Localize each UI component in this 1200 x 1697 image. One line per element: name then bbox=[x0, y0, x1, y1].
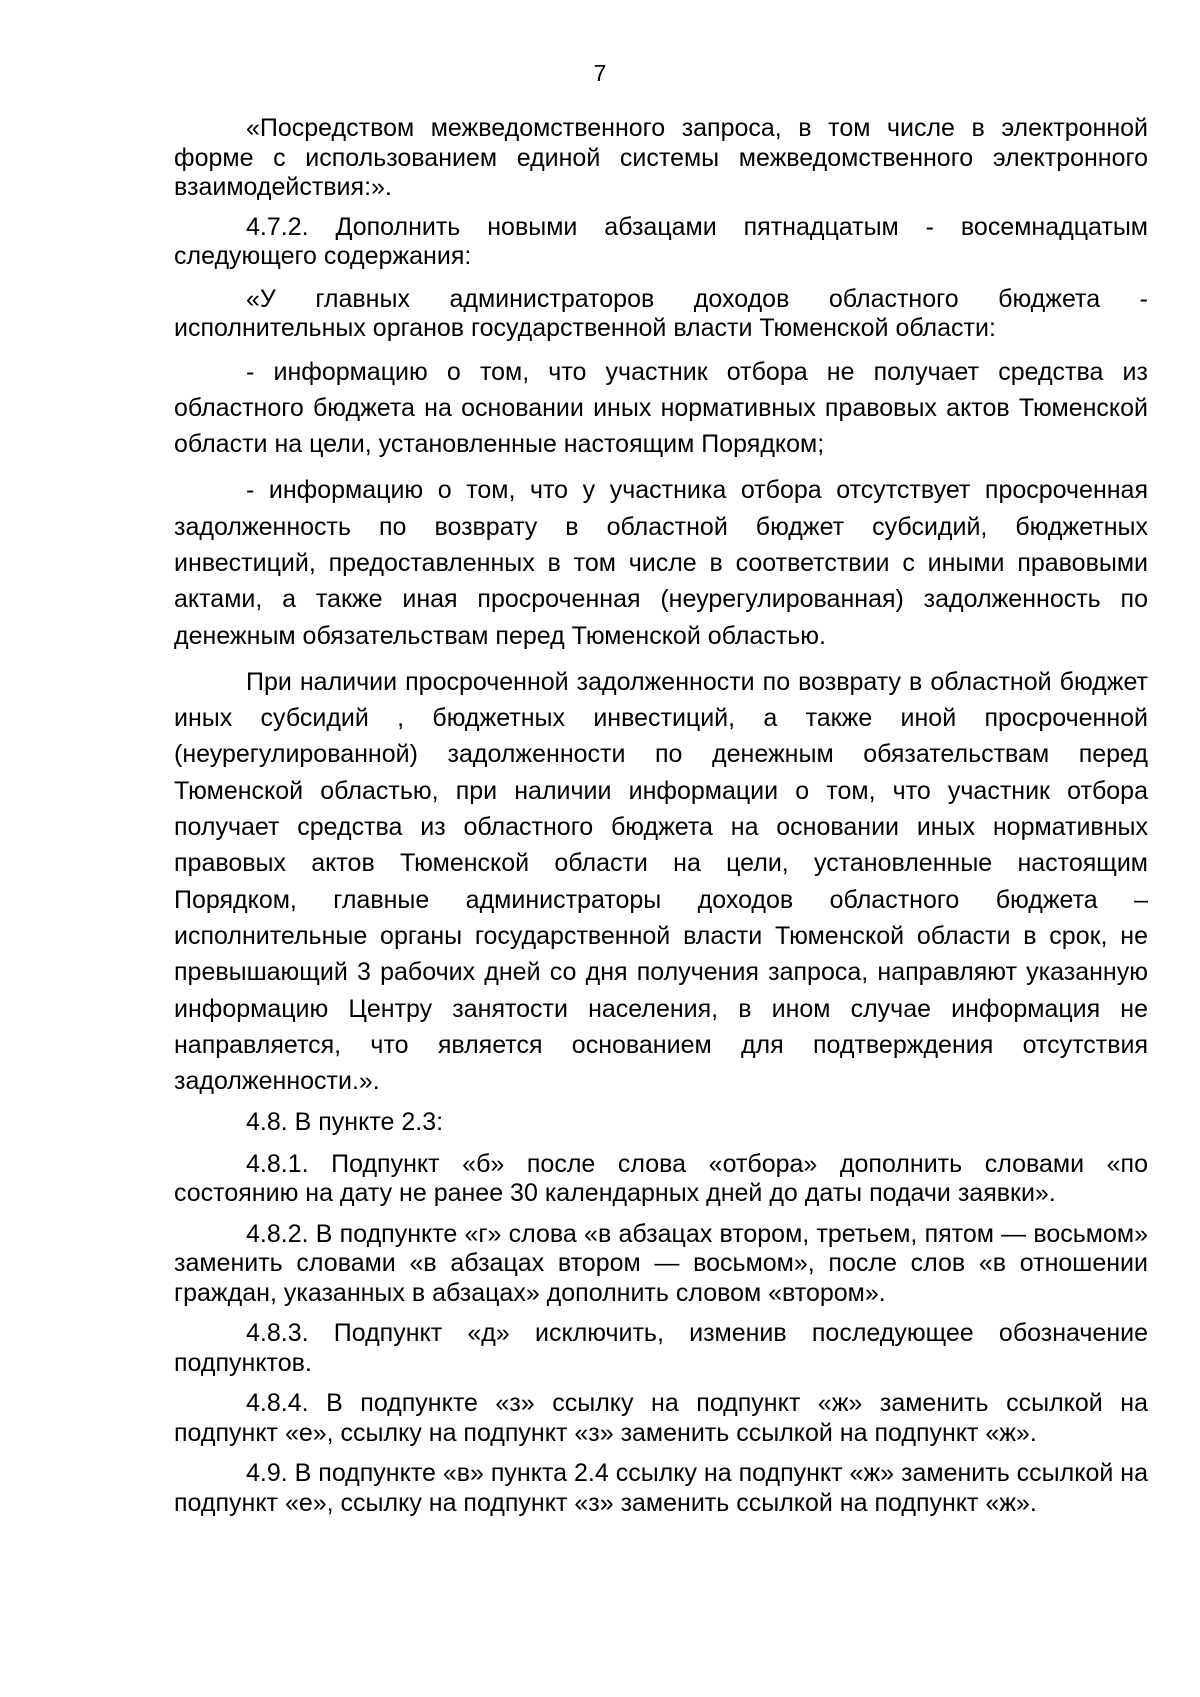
paragraph-interagency-request: «Посредством межведомственного запроса, в том числе в электронной форме с использованием единой системы межведомственного электронного взаимодействия:». bbox=[174, 114, 1148, 201]
paragraph-info-no-funds: - информацию о том, что участник отбора не получает средства из областного бюджета на основании иных нормативных правовых актов Тюменской области на цели, установленные настоящим Порядком; bbox=[174, 357, 1148, 459]
paragraph-chief-administrators: «У главных администраторов доходов областного бюджета - исполнительных органов государственной власти Тюменской области: bbox=[174, 284, 1148, 342]
paragraph-4-7-2: 4.7.2. Дополнить новыми абзацами пятнадцатым - восемнадцатым следующего содержания: bbox=[174, 212, 1148, 270]
paragraph-overdue-debt: При наличии просроченной задолженности по возврату в областной бюджет иных субсидий , бюджетных инвестиций, а также иной просроченной (неурегулированной) задолженности по денежным обязательствам перед Тюменской областью, при наличии информации о том, что участник отбора получает средства из областного бюджета на основании иных нормативных правовых актов Тюменской области на цели, установленные настоящим Порядком, главные администраторы доходов областного бюджета – исполнительные органы государственной власти Тюменской области в срок, не превышающий 3 рабочих дней со дня получения запроса, направляют указанную информацию Центру занятости населения, в ином случае информация не направляется, что является основанием для подтверждения отсутствия задолженности.». bbox=[174, 667, 1148, 1096]
paragraph-4-9: 4.9. В подпункте «в» пункта 2.4 ссылку на подпункт «ж» заменить ссылкой на подпункт «е», ссылку на подпункт «з» заменить ссылкой на подпункт «ж». bbox=[174, 1459, 1148, 1517]
paragraph-4-8-4: 4.8.4. В подпункте «з» ссылку на подпункт «ж» заменить ссылкой на подпункт «е», ссылку на подпункт «з» заменить ссылкой на подпункт «ж». bbox=[174, 1389, 1148, 1447]
paragraph-4-8: 4.8. В пункте 2.3: bbox=[246, 1108, 444, 1137]
page-number: 7 bbox=[593, 60, 607, 86]
paragraph-4-8-3: 4.8.3. Подпункт «д» исключить, изменив последующее обозначение подпунктов. bbox=[174, 1319, 1148, 1377]
paragraph-info-no-debt: - информацию о том, что у участника отбора отсутствует просроченная задолженность по возврату в областной бюджет субсидий, бюджетных инвестиций, предоставленных в том числе в соответствии с иными правовыми актами, а также иная просроченная (неурегулированная) задолженность по денежным обязательствам перед Тюменской областью. bbox=[174, 476, 1148, 650]
paragraph-4-8-1: 4.8.1. Подпункт «б» после слова «отбора» дополнить словами «по состоянию на дату не ранее 30 календарных дней до даты подачи заявки». bbox=[174, 1149, 1148, 1208]
paragraph-4-8-2: 4.8.2. В подпункте «г» слова «в абзацах втором, третьем, пятом — восьмом» заменить словами «в абзацах втором — восьмом», после слов «в отношении граждан, указанных в абзацах» дополнить словом «втором». bbox=[174, 1219, 1148, 1307]
document-body bbox=[174, 114, 1148, 1518]
